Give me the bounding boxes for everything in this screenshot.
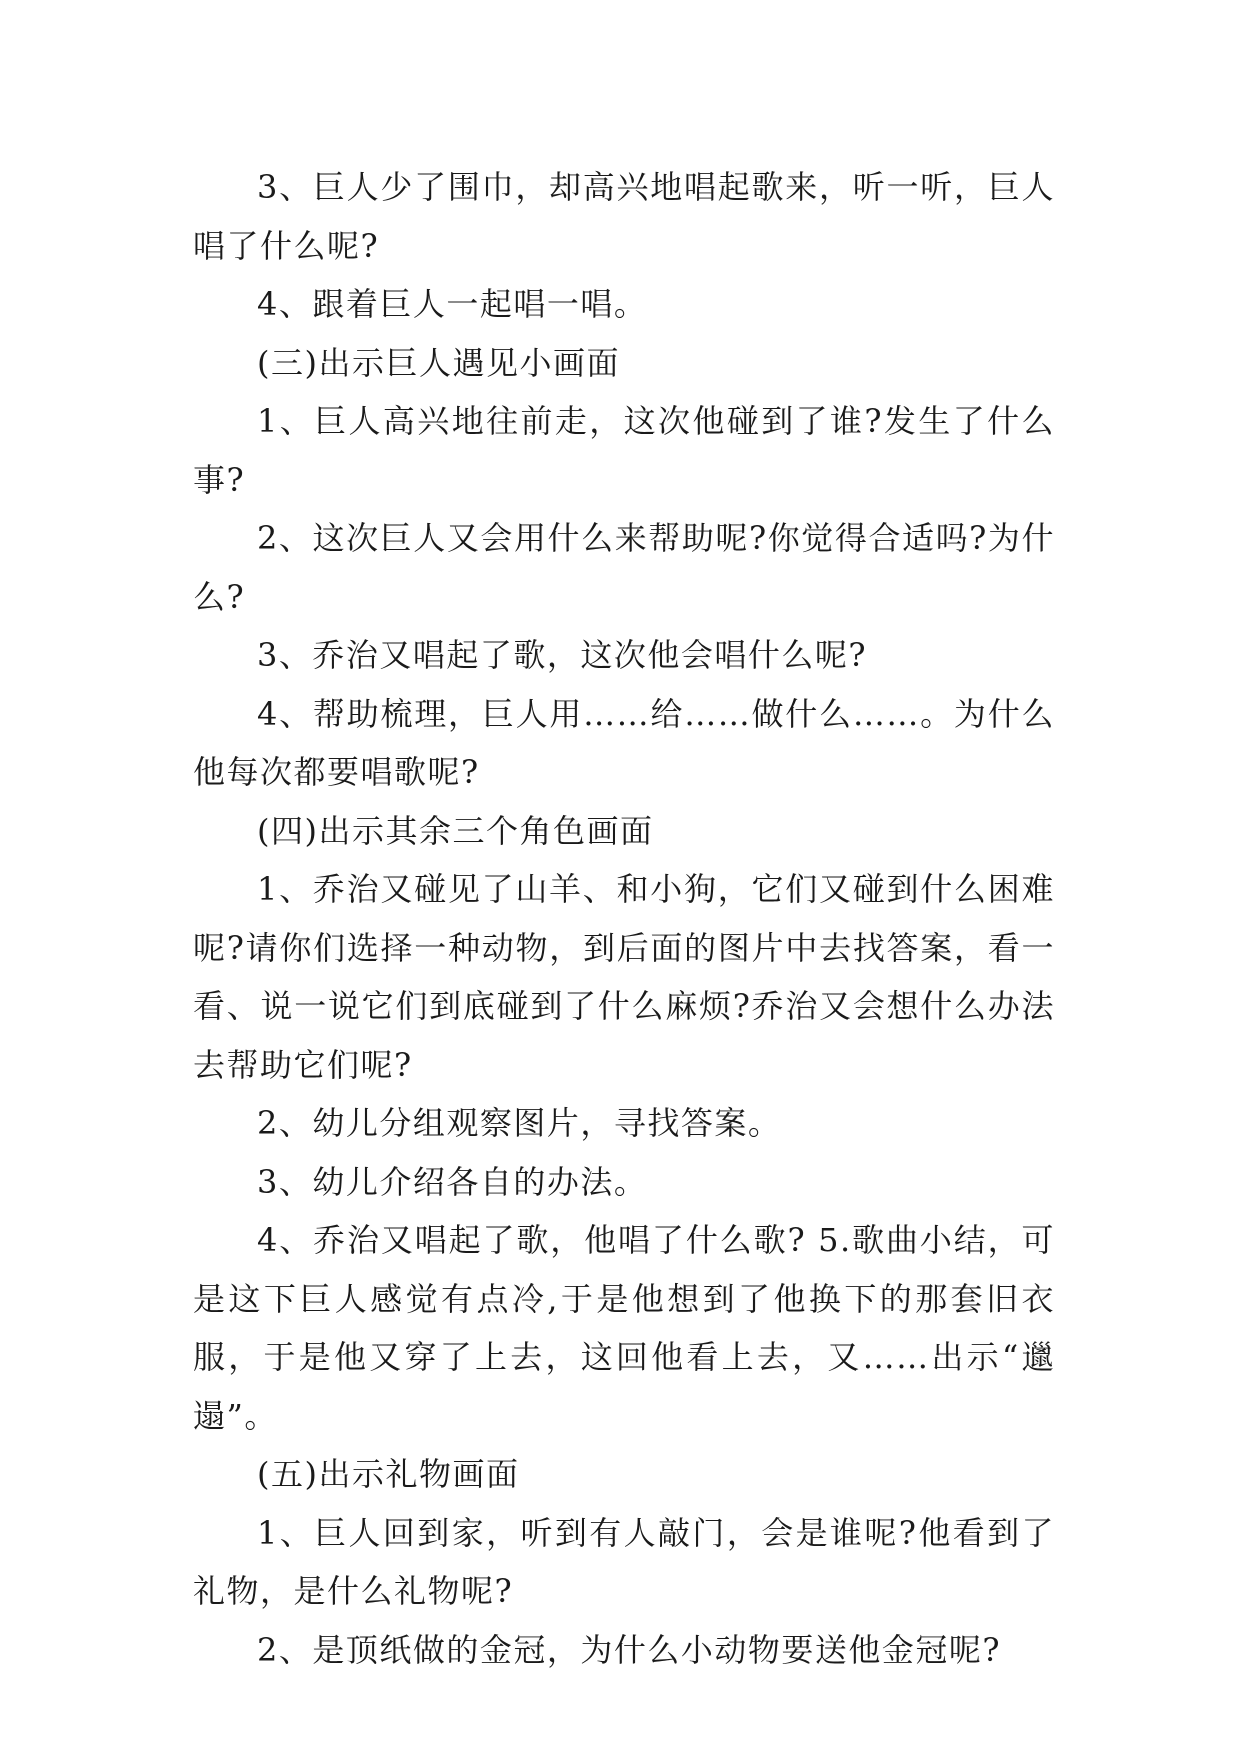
paragraph: 1、巨人回到家，听到有人敲门，会是谁呢?他看到了礼物，是什么礼物呢?: [193, 1513, 1055, 1610]
document-body: [193, 158, 1055, 1679]
section-heading: (三)出示巨人遇见小画面: [257, 343, 620, 382]
paragraph: 2、幼儿分组观察图片，寻找答案。: [257, 1104, 782, 1142]
paragraph: 4、跟着巨人一起唱一唱。: [257, 285, 648, 323]
paragraph: 4、帮助梳理，巨人用……给……做什么……。为什么他每次都要唱歌呢?: [193, 694, 1055, 791]
paragraph: 1、乔治又碰见了山羊、和小狗，它们又碰到什么困难呢?请你们选择一种动物，到后面的图片中去找答案，看一看、说一说它们到底碰到了什么麻烦?乔治又会想什么办法去帮助它们呢?: [193, 870, 1055, 1084]
paragraph: 3、乔治又唱起了歌，这次他会唱什么呢?: [257, 636, 868, 674]
paragraph: 2、这次巨人又会用什么来帮助呢?你觉得合适吗?为什么?: [193, 519, 1055, 616]
paragraph: 2、是顶纸做的金冠，为什么小动物要送他金冠呢?: [257, 1630, 1002, 1669]
section-heading: (四)出示其余三个角色画面: [257, 811, 654, 850]
paragraph: 4、乔治又唱起了歌，他唱了什么歌? 5.歌曲小结，可是这下巨人感觉有点冷,于是他想到了他换下的那套旧衣服，于是他又穿了上去，这回他看上去，又……出示“邋遢”。: [193, 1221, 1055, 1435]
paragraph: 3、幼儿介绍各自的办法。: [257, 1162, 648, 1201]
paragraph: 1、巨人高兴地往前走，这次他碰到了谁?发生了什么事?: [193, 402, 1055, 499]
paragraph: 3、巨人少了围巾，却高兴地唱起歌来，听一听，巨人唱了什么呢?: [193, 168, 1055, 265]
section-heading: (五)出示礼物画面: [257, 1455, 520, 1493]
